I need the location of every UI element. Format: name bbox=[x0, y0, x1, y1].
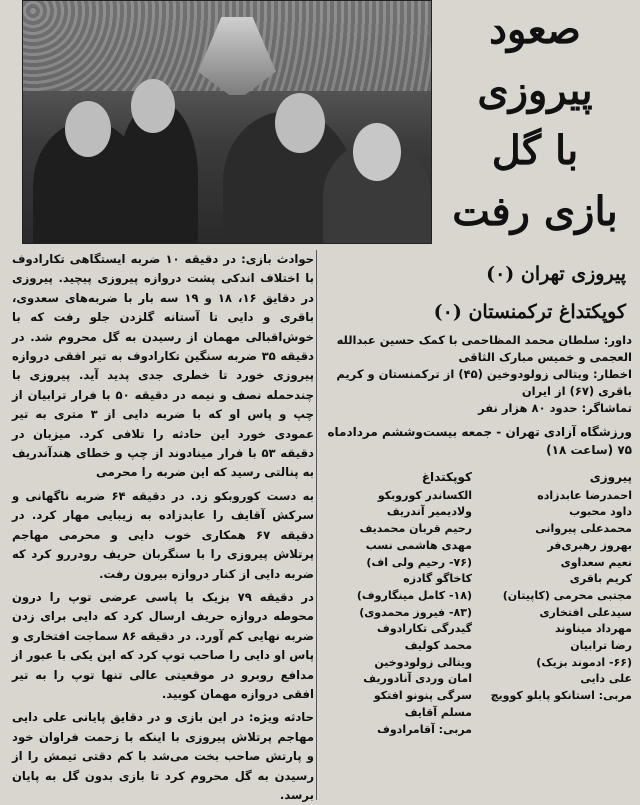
report-paragraph: حادثه ویژه: در این بازی و در دقایق پایانی علی دایی مهاجم پرتلاش پیروزی با اینکه با زحمت فراوان خود و پارتش صاحب بخت می‌شد با کم دقتی تیمش را از رسیدن به گل محروم کرد تا بازی بدون گل به پایان برسد. bbox=[12, 710, 314, 802]
away-player: محمد کولیف bbox=[404, 639, 472, 653]
home-player: داود محبوب bbox=[569, 505, 632, 519]
column-divider bbox=[316, 250, 317, 800]
match-info-column bbox=[322, 250, 632, 798]
match-report-column bbox=[12, 250, 315, 802]
away-player: کاخاگو گادزه bbox=[403, 572, 472, 586]
away-player: (۱۸- کامل مینگاروف) bbox=[356, 588, 472, 602]
home-coach: مربی: استانکو پابلو کوویچ bbox=[490, 689, 632, 703]
away-player: الکساندر کوروبکو bbox=[377, 488, 472, 502]
player-face-center bbox=[275, 93, 325, 153]
home-player: سیدعلی افتخاری bbox=[539, 605, 632, 619]
match-photo bbox=[22, 0, 432, 244]
home-lineup bbox=[482, 469, 632, 738]
spectators-text: تماشاگر: حدود ۸۰ هزار نفر bbox=[478, 401, 632, 415]
away-player: ویتالی زولودوخین bbox=[374, 655, 472, 669]
home-team-title: پیروزی bbox=[589, 470, 632, 484]
home-player: مهرداد میناوند bbox=[554, 622, 632, 636]
home-player: محمدعلی پیروانی bbox=[535, 522, 632, 536]
report-paragraph: حوادث بازی: در دقیقه ۱۰ ضربه ایستگاهی تکارادوف با اختلاف اندکی پشت دروازه پیروزی پیچید. پیروزی در دقایق ۱۶، ۱۸ و ۱۹ سه بار با ضربه‌های سعدوی، باقری و دایی تا آستانه گلزدن جلو رفت که با خوش‌اقبالی مهمان از رسیدن به گل محروم شد. در دقیقه ۳۵ ضربه سنگین تکارادوف به تیر افقی دروازه پیروزی خورد تا خطری جدی پدید آید. پیروزی با چندحمله نصف و نیمه در دقیقه ۵۰ با فرار ترابیان از چپ و پاس او که با ضربه دایی از ۳ متری به تیر عمودی خورد این حادثه را تلافی کرد. میزبان در دقیقه ۵۳ با فرار مینادوند از چپ و خطای هندآندریف به پنالتی رسید که این ضربه را محرمی bbox=[12, 252, 315, 480]
match-meta bbox=[322, 332, 632, 417]
lineups bbox=[322, 469, 632, 738]
referee-text: داور: سلطان محمد المظاحمی با کمک حسین عبدالله العجمی و خمیس مبارک الثاقی bbox=[336, 333, 632, 364]
away-player: امان وردی آنادوریف bbox=[363, 672, 472, 686]
away-player: گیدرگی تکارادوف bbox=[377, 622, 472, 636]
headline-line-2: پیروزی bbox=[477, 66, 593, 114]
home-player: مجتبی محرمی (کاپیتان) bbox=[502, 588, 632, 602]
player-face-center-left bbox=[131, 79, 175, 133]
away-player: سرگی پنونو افتکو bbox=[373, 689, 472, 703]
home-player: احمدرضا عابدزاده bbox=[537, 488, 632, 502]
home-player: (۶۶- ادموند بزیک) bbox=[536, 655, 632, 669]
score-away: کوپکتداغ ترکمنستان (۰) bbox=[433, 301, 626, 323]
away-team-title: کوپکتداغ bbox=[421, 470, 472, 484]
player-face-right bbox=[353, 123, 401, 181]
away-player: مهدی هاشمی نسب bbox=[365, 538, 472, 552]
away-player: (۸۳- فیروز محمدوی) bbox=[359, 605, 472, 619]
headline bbox=[440, 0, 630, 242]
player-face-left bbox=[65, 101, 111, 157]
away-player: مسلم آقایف bbox=[404, 705, 472, 719]
report-paragraph: در دقیقه ۷۹ بزیک با پاسی عرضی توپ را درون محوطه دروازه حریف ارسال کرد که دایی برای زدن ضربه نهایی کم آورد. در دقیقه ۸۶ سماجت افتخاری و پاس او دایی را صاحب توپ کرد که این یکی با عبور از مدافع روبرو در موقعیتی عالی تنها توپ را به تیر افقی دروازه مهمان کوبید. bbox=[12, 589, 315, 701]
venue-text: ورزشگاه آزادی تهران - جمعه بیست‌وششم مردادماه ۷۵ (ساعت ۱۸) bbox=[327, 425, 632, 457]
home-player: کریم باقری bbox=[569, 572, 632, 586]
away-player: ولادیمیر آندریف bbox=[386, 505, 472, 519]
report-paragraph: به دست کوروبکو زد. در دقیقه ۶۴ ضربه ناگهانی و سرکش آقایف را عابدزاده به زیبایی مهار کرد. در دقیقه ۶۷ همکاری خوب دایی و محرمی مهاجم پرتلاش پیروزی را با سنگربان حریف رودررو کرد که ضربه دایی از کنار دروازه بیرون رفت. bbox=[12, 488, 314, 581]
away-player: (۷۶- رحیم ولی اف) bbox=[366, 555, 472, 569]
warnings-text: اخطار: ویتالی زولودوخین (۴۵) از ترکمنستان و کریم باقری (۶۷) از ایران bbox=[336, 367, 632, 398]
home-player: علی دایی bbox=[580, 672, 632, 686]
away-player: رحیم قربان محمدیف bbox=[359, 522, 472, 536]
home-player: بهروز رهبری‌فر bbox=[547, 538, 632, 552]
away-lineup bbox=[322, 469, 472, 738]
home-player: نعیم سعداوی bbox=[560, 555, 632, 569]
away-coach: مربی: آقامرادوف bbox=[377, 722, 472, 736]
headline-line-3: با گل bbox=[491, 127, 579, 175]
home-player: رضا ترابیان bbox=[570, 639, 632, 653]
score-home: پیروزی تهران (۰) bbox=[486, 263, 626, 285]
headline-line-4: بازی رفت bbox=[452, 187, 618, 235]
headline-line-1: صعود bbox=[489, 6, 581, 54]
